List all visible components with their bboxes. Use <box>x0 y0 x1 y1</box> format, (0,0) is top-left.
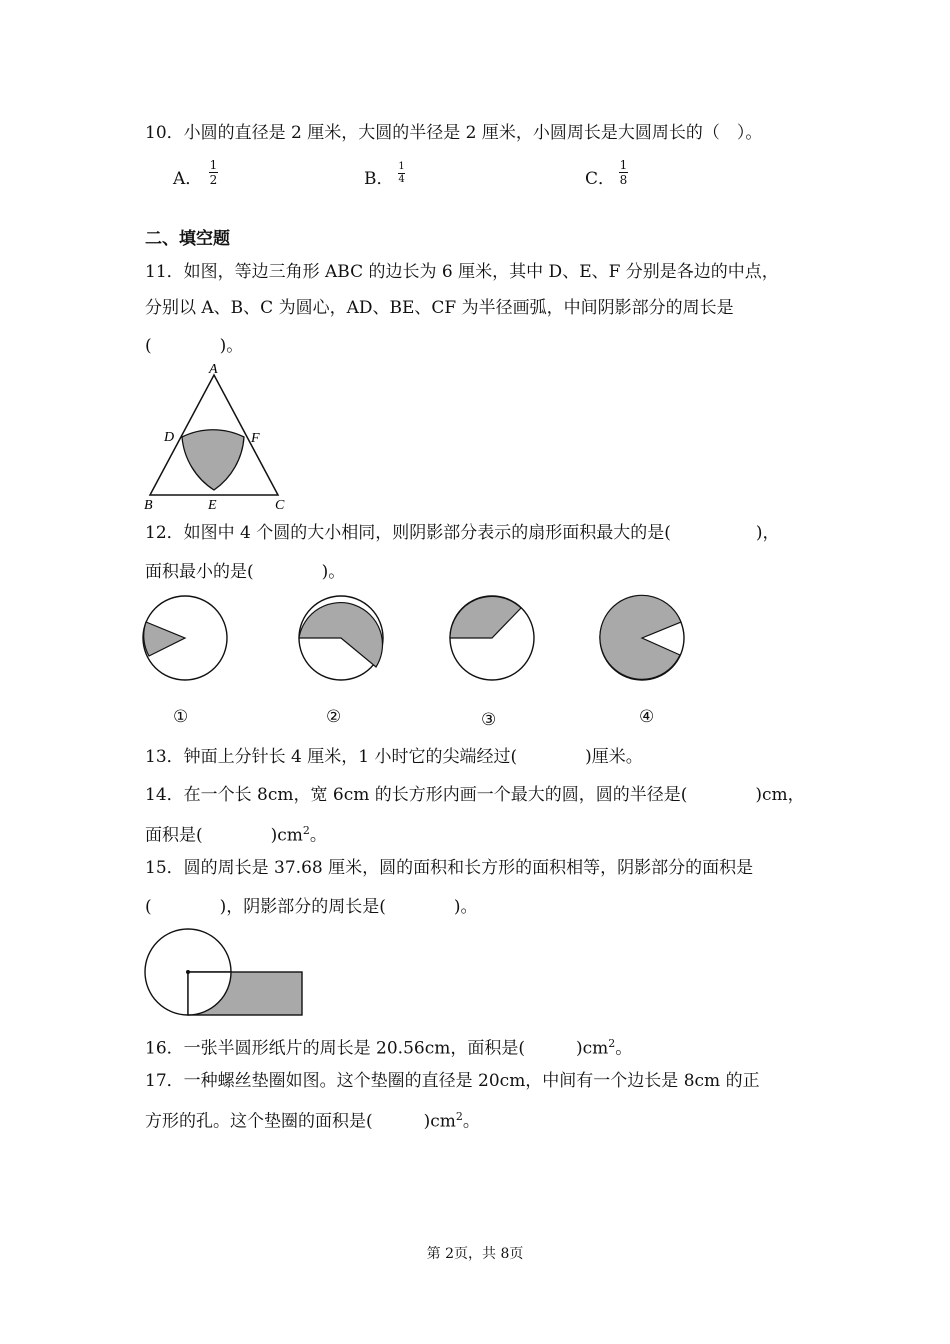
q17-line2 <box>145 1106 480 1133</box>
q10-option-c-fraction <box>619 158 628 187</box>
q16-text-main: 16．一张半圆形纸片的周长是 20.56cm，面积是( )cm <box>145 1038 609 1059</box>
q11-label-d: D <box>164 430 175 445</box>
q14-line2 <box>145 820 327 847</box>
q17-line2-end: 。 <box>462 1111 480 1132</box>
page-footer: 第 2页，共 8页 <box>426 1246 524 1262</box>
q10-option-b-denominator: 4 <box>398 174 405 185</box>
q11-line2: 分别以 A、B、C 为圆心，AD、BE、CF 为半径画弧，中间阴影部分的周长是 <box>145 298 734 318</box>
q12-circle-label-4: ④ <box>639 707 655 727</box>
q12-line1: 12．如图中 4 个圆的大小相同，则阴影部分表示的扇形面积最大的是( )， <box>145 523 780 543</box>
section-title: 二、填空题 <box>145 229 230 249</box>
q16-superscript: 2 <box>608 1037 616 1050</box>
q10-text: 10．小圆的直径是 2 厘米，大圆的半径是 2 厘米，小圆周长是大圆周长的（ ）。 <box>145 123 763 143</box>
q14-line2-superscript: 2 <box>302 824 310 837</box>
q16-text <box>145 1033 632 1060</box>
q11-triangle-figure <box>140 362 300 514</box>
q10-option-a-label: A． <box>173 169 203 189</box>
q10-option-b-fraction <box>398 161 405 186</box>
q15-circle-rectangle-figure <box>140 928 310 1020</box>
q15-center-dot <box>186 970 190 974</box>
q16-text-end: 。 <box>615 1038 633 1059</box>
q12-circle-label-3: ③ <box>481 710 497 730</box>
q10-option-a-fraction <box>209 158 218 187</box>
q11-line3: ( )。 <box>145 336 244 356</box>
q10-option-c-numerator: 1 <box>619 158 628 172</box>
q17-line2-superscript: 2 <box>455 1110 463 1123</box>
q17-line1: 17．一种螺丝垫圈如图。这个垫圈的直径是 20cm，中间有一个边长是 8cm 的正 <box>145 1071 760 1091</box>
q12-circles-figure <box>138 592 698 692</box>
q11-label-e: E <box>208 498 217 513</box>
q15-line1: 15．圆的周长是 37.68 厘米，圆的面积和长方形的面积相等，阴影部分的面积是 <box>145 858 754 878</box>
q11-label-b: B <box>144 498 153 513</box>
q12-circle-label-1: ① <box>173 707 189 727</box>
q14-line1: 14．在一个长 8cm，宽 6cm 的长方形内画一个最大的圆，圆的半径是( )cm， <box>145 785 805 805</box>
q15-line2: ( )，阴影部分的周长是( )。 <box>145 897 478 917</box>
q10-option-b-numerator: 1 <box>398 161 405 172</box>
q12-line2: 面积最小的是( )。 <box>145 562 346 582</box>
q17-line2-text: 方形的孔。这个垫圈的面积是( )cm <box>145 1111 456 1132</box>
q11-label-f: F <box>251 431 260 446</box>
q14-line2-text: 面积是( )cm <box>145 825 303 846</box>
q14-line2-end: 。 <box>309 825 327 846</box>
q13-text: 13．钟面上分针长 4 厘米，1 小时它的尖端经过( )厘米。 <box>145 747 643 767</box>
q10-option-a-numerator: 1 <box>209 158 218 172</box>
q11-label-a: A <box>209 362 218 377</box>
q10-option-a-denominator: 2 <box>209 173 218 187</box>
q11-line1: 11．如图，等边三角形 ABC 的边长为 6 厘米，其中 D、E、F 分别是各边的中点， <box>145 262 779 282</box>
q10-option-c-label: C． <box>585 169 616 189</box>
q12-circle-label-2: ② <box>326 707 342 727</box>
q10-option-b-label: B． <box>364 169 394 189</box>
q10-option-c-denominator: 8 <box>619 173 628 187</box>
q11-label-c: C <box>275 498 285 513</box>
q11-shaded-region <box>182 430 244 490</box>
